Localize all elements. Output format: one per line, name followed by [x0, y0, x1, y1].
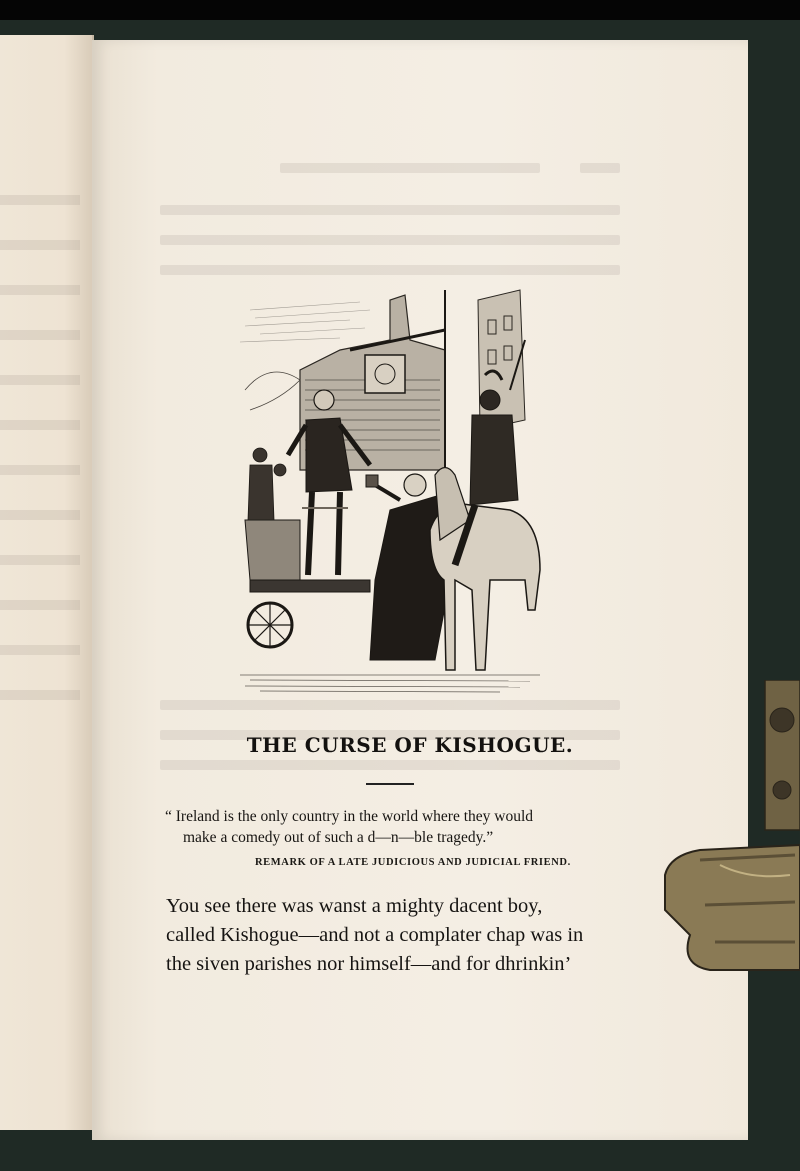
bleed-through-line	[0, 195, 80, 205]
bleed-through-line	[160, 235, 620, 245]
epigraph-attribution: REMARK OF A LATE JUDICIOUS AND JUDICIAL FRIEND.	[255, 857, 571, 868]
body-paragraph	[166, 892, 636, 979]
epigraph-line: make a comedy out of such a d—n—ble tragedy.”	[183, 829, 494, 846]
bleed-through-line	[0, 645, 80, 655]
bleed-through-line	[0, 465, 80, 475]
engraving-illustration	[240, 280, 545, 695]
bleed-through-line	[0, 375, 80, 385]
epigraph-line: “ Ireland is the only country in the world where they would	[165, 808, 534, 825]
bleed-through-line	[0, 330, 80, 340]
bleed-through-line	[160, 760, 620, 770]
epigraph	[165, 806, 625, 848]
bleed-through-line	[160, 205, 620, 215]
body-line: You see there was wanst a mighty dacent boy,	[166, 895, 543, 917]
body-line: called Kishogue—and not a complater chap was in	[166, 924, 584, 946]
bleed-through-line	[0, 240, 80, 250]
body-line: the siven parishes nor himself—and for dhrinkin’	[166, 953, 572, 975]
bleed-through-line	[160, 265, 620, 275]
bleed-through-line	[0, 510, 80, 520]
bleed-through-line	[580, 163, 620, 173]
chapter-title: THE CURSE OF KISHOGUE.	[246, 733, 574, 757]
bleed-through-line	[280, 163, 540, 173]
bleed-through-line	[0, 690, 80, 700]
bleed-through-line	[0, 420, 80, 430]
bleed-through-line	[0, 555, 80, 565]
bleed-through-line	[0, 285, 80, 295]
title-rule	[366, 783, 414, 785]
bleed-through-line	[0, 600, 80, 610]
brass-clasp	[660, 680, 800, 980]
left-page	[0, 35, 94, 1130]
bleed-through-line	[160, 700, 620, 710]
